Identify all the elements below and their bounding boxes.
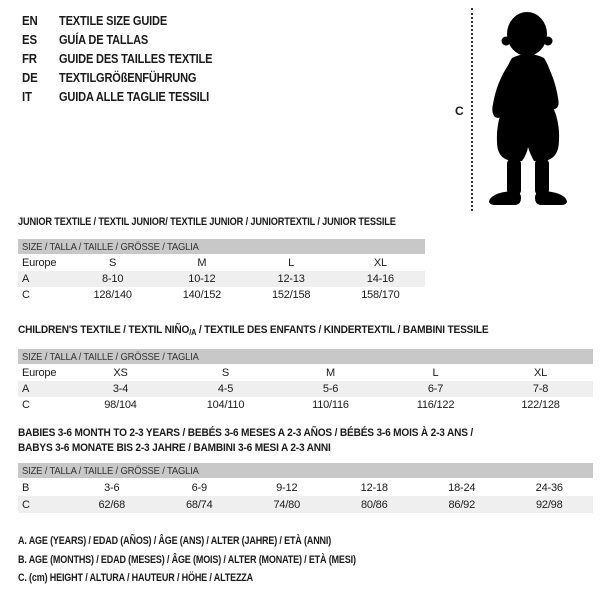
- size-header-band: [18, 349, 593, 364]
- row-label: Europe: [22, 257, 57, 269]
- height-cell: 86/92: [448, 498, 476, 511]
- language-title-list: [22, 11, 239, 106]
- babies-textile-section: [18, 427, 593, 513]
- size-cell: XL: [533, 367, 548, 379]
- age-cell: 6-9: [191, 481, 207, 494]
- age-cell: 12-18: [360, 481, 388, 494]
- lang-code: EN: [22, 13, 38, 28]
- lang-code: ES: [22, 32, 37, 47]
- size-cell: XL: [373, 257, 387, 269]
- section-title-subscript: /A: [189, 328, 197, 337]
- age-cell: 14-16: [366, 273, 394, 285]
- babies-size-table: [18, 463, 593, 513]
- lang-code: IT: [22, 89, 32, 104]
- size-header-label: SIZE / TALLA / TAILLE / GRÖSSE / TAGLIA: [22, 350, 199, 363]
- children-size-table: [18, 349, 593, 413]
- lang-code: FR: [22, 51, 37, 66]
- note-height-cm: C. (cm) HEIGHT / ALTURA / HAUTEUR / HÖHE / ALTEZZA: [18, 572, 254, 584]
- table-row-europe: [18, 255, 425, 271]
- height-cell: 74/80: [273, 498, 301, 511]
- row-label: C: [22, 399, 30, 411]
- age-cell: 9-12: [276, 481, 298, 494]
- section-title-line2: BABYS 3-6 MONATE BIS 2-3 JAHRE / BAMBINI 3-6 MESI A 2-3 ANNI: [18, 442, 331, 454]
- row-label: Europe: [22, 367, 57, 379]
- row-label: A: [22, 383, 30, 395]
- table-row-age-months: [18, 479, 593, 496]
- height-cell: 98/104: [104, 399, 137, 411]
- height-cell: 110/116: [312, 399, 349, 411]
- size-header-label: SIZE / TALLA / TAILLE / GRÖSSE / TAGLIA: [22, 240, 199, 253]
- baby-silhouette-icon: [482, 8, 590, 208]
- lang-title: TEXTILE SIZE GUIDE: [59, 13, 168, 28]
- height-cell: 152/158: [271, 289, 311, 301]
- note-age-years: A. AGE (YEARS) / EDAD (AÑOS) / ÂGE (ANS) / ALTER (JAHRE) / ETÀ (ANNI): [18, 535, 332, 547]
- row-label: B: [22, 481, 30, 494]
- size-cell: XS: [113, 367, 128, 379]
- table-row-age: [18, 271, 425, 287]
- row-label: C: [22, 289, 30, 301]
- height-measure-dotted-line: [471, 8, 473, 211]
- age-cell: 12-13: [277, 273, 305, 285]
- height-cell: 122/128: [521, 399, 560, 411]
- table-row-europe: [18, 365, 593, 381]
- age-cell: 3-6: [104, 481, 120, 494]
- section-title: JUNIOR TEXTILE / TEXTIL JUNIOR/ TEXTILE JUNIOR / JUNIORTEXTIL / JUNIOR TESSILE: [18, 216, 396, 228]
- junior-textile-section: [18, 216, 468, 303]
- age-cell: 4-5: [217, 383, 234, 395]
- height-cell: 62/68: [98, 498, 126, 511]
- lang-row-en: [22, 11, 239, 30]
- size-header-band: [18, 463, 593, 478]
- age-cell: 5-6: [322, 383, 339, 395]
- age-cell: 10-12: [188, 273, 216, 285]
- note-age-months: B. AGE (MONTHS) / EDAD (MESES) / ÂGE (MOIS) / ALTER (MONATE) / ETÀ (MESI): [18, 553, 356, 566]
- section-title-text: CHILDREN'S TEXTILE / TEXTIL NIÑO: [18, 324, 190, 336]
- lang-title: GUÍA DE TALLAS: [59, 32, 149, 47]
- section-title-line1: BABIES 3-6 MONTH TO 2-3 YEARS / BEBÉS 3-6 MESES A 2-3 AÑOS / BÉBÉS 3-6 MOIS À 2-3 ANS /: [18, 427, 474, 439]
- lang-row-it: [22, 87, 239, 106]
- section-title-text: / TEXTILE DES ENFANTS / KINDERTEXTIL / BAMBINI TESSILE: [196, 324, 489, 336]
- row-label: C: [22, 498, 30, 511]
- age-cell: 6-7: [427, 383, 444, 395]
- age-cell: 7-8: [532, 383, 549, 395]
- age-cell: 24-36: [535, 481, 563, 494]
- lang-title: TEXTILGRÖßENFÜHRUNG: [59, 70, 197, 85]
- legend-notes: [18, 535, 430, 591]
- size-header-label: SIZE / TALLA / TAILLE / GRÖSSE / TAGLIA: [22, 464, 199, 477]
- age-cell: 8-10: [102, 273, 124, 285]
- size-cell: M: [197, 257, 207, 269]
- height-cell: 80/86: [360, 498, 388, 511]
- height-cell: 104/110: [206, 399, 245, 411]
- height-cell: 158/170: [361, 289, 400, 301]
- height-cell: 68/74: [185, 498, 213, 511]
- lang-row-fr: [22, 49, 239, 68]
- age-cell: 18-24: [448, 481, 476, 494]
- size-cell: L: [432, 367, 439, 379]
- size-header-band: [18, 239, 425, 254]
- size-cell: S: [221, 367, 230, 379]
- lang-code: DE: [22, 70, 38, 85]
- height-cell: 92/98: [535, 498, 563, 511]
- size-cell: M: [326, 367, 335, 379]
- section-title: [18, 324, 547, 337]
- junior-size-table: [18, 239, 425, 303]
- height-cell: 128/140: [93, 289, 132, 301]
- table-row-age: [18, 381, 593, 397]
- children-textile-section: [18, 324, 593, 413]
- age-cell: 3-4: [112, 383, 129, 395]
- size-cell: L: [288, 257, 295, 269]
- height-cell: 140/152: [182, 289, 222, 301]
- table-row-height: [18, 287, 425, 303]
- table-row-height: [18, 496, 593, 513]
- row-label: A: [22, 273, 30, 285]
- lang-title: GUIDA ALLE TAGLIE TESSILI: [59, 89, 210, 104]
- height-measure-label: C: [455, 104, 464, 118]
- height-cell: 116/122: [416, 399, 455, 411]
- table-row-height: [18, 397, 593, 413]
- size-cell: S: [109, 257, 117, 269]
- lang-row-es: [22, 30, 239, 49]
- lang-row-de: [22, 68, 239, 87]
- lang-title: GUIDE DES TAILLES TEXTILE: [59, 51, 213, 66]
